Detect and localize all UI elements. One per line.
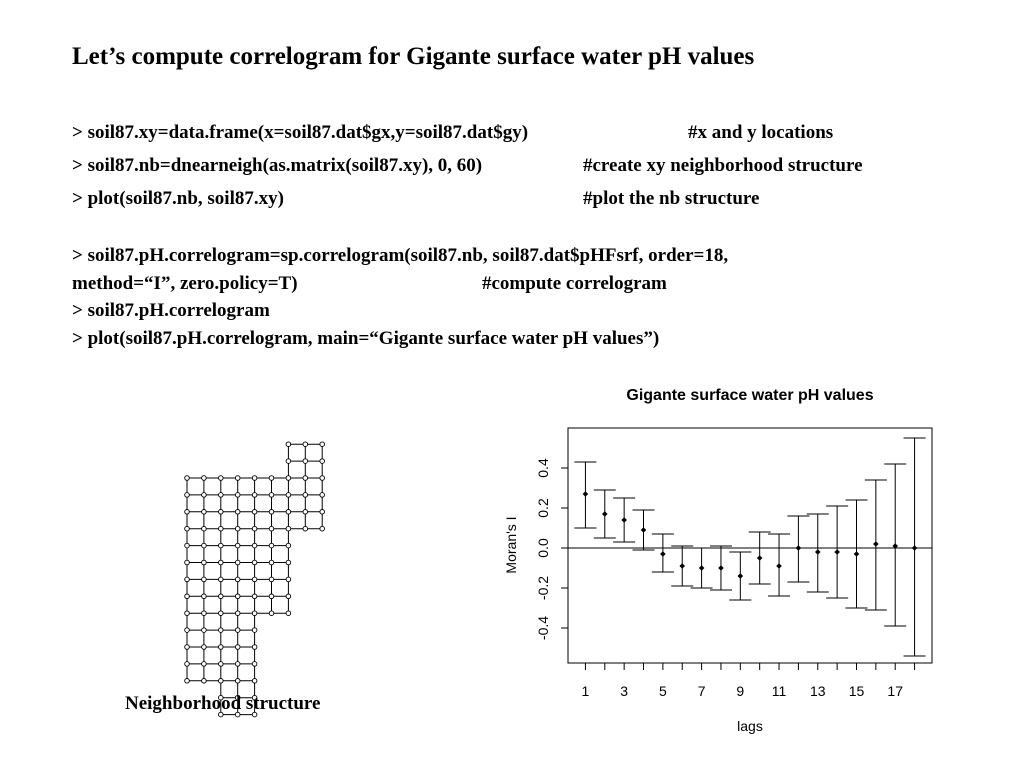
estimate-point xyxy=(679,563,685,569)
code-line-4: > soil87.pH.correlogram=sp.correlogram(soil87.nb, soil87.dat$pHFsrf, order=18, xyxy=(72,245,729,266)
code-comment-2: #create xy neighborhood structure xyxy=(583,155,863,176)
plot-frame xyxy=(568,428,932,663)
estimate-point xyxy=(873,541,879,547)
code-line-2: > soil87.nb=dnearneigh(as.matrix(soil87.xy), 0, 60) xyxy=(72,155,483,176)
x-tick-label: 1 xyxy=(581,683,590,699)
y-tick-label: -0.2 xyxy=(535,575,551,601)
neighborhood-caption: Neighborhood structure xyxy=(125,693,321,714)
code-comment-5: #compute correlogram xyxy=(482,273,667,294)
y-tick-label: 0.4 xyxy=(535,458,551,478)
estimate-point xyxy=(718,565,724,571)
x-axis-label: lags xyxy=(737,718,763,734)
x-tick-label: 13 xyxy=(809,683,826,699)
x-tick-label: 17 xyxy=(887,683,904,699)
estimate-point xyxy=(738,573,744,579)
code-line-7: > plot(soil87.pH.correlogram, main=“Gigante surface water pH values”) xyxy=(72,328,660,349)
estimate-point xyxy=(912,545,918,551)
code-line-3: > plot(soil87.nb, soil87.xy) xyxy=(72,188,284,209)
y-tick-label: 0.0 xyxy=(535,538,551,558)
estimate-point xyxy=(660,551,666,557)
y-tick-label: -0.4 xyxy=(535,615,551,641)
x-tick-label: 5 xyxy=(658,683,667,699)
estimate-point xyxy=(854,551,860,557)
code-line-1: > soil87.xy=data.frame(x=soil87.dat$gx,y=soil87.dat$gy) xyxy=(72,122,529,143)
x-tick-label: 3 xyxy=(620,683,629,699)
x-tick-label: 11 xyxy=(771,683,787,699)
estimate-point xyxy=(641,527,647,533)
estimate-point xyxy=(621,517,627,523)
estimate-point xyxy=(834,549,840,555)
y-tick-label: 0.2 xyxy=(535,498,551,518)
code-comment-1: #x and y locations xyxy=(688,122,834,143)
x-tick-label: 7 xyxy=(697,683,706,699)
slide-title: Let’s compute correlogram for Gigante surface water pH values xyxy=(72,43,755,70)
code-line-6: > soil87.pH.correlogram xyxy=(72,300,270,321)
estimate-point xyxy=(757,555,763,561)
code-comment-3: #plot the nb structure xyxy=(583,188,760,209)
estimate-point xyxy=(602,511,608,517)
estimate-point xyxy=(699,565,705,571)
estimate-point xyxy=(583,491,589,497)
x-tick-label: 15 xyxy=(848,683,865,699)
x-tick-label: 9 xyxy=(736,683,745,699)
estimate-point xyxy=(815,549,821,555)
chart-title: Gigante surface water pH values xyxy=(626,387,874,404)
y-axis-label: Moran's I xyxy=(503,516,519,574)
estimate-point xyxy=(796,545,802,551)
estimate-point xyxy=(776,563,782,569)
code-line-5: method=“I”, zero.policy=T) xyxy=(72,273,298,294)
